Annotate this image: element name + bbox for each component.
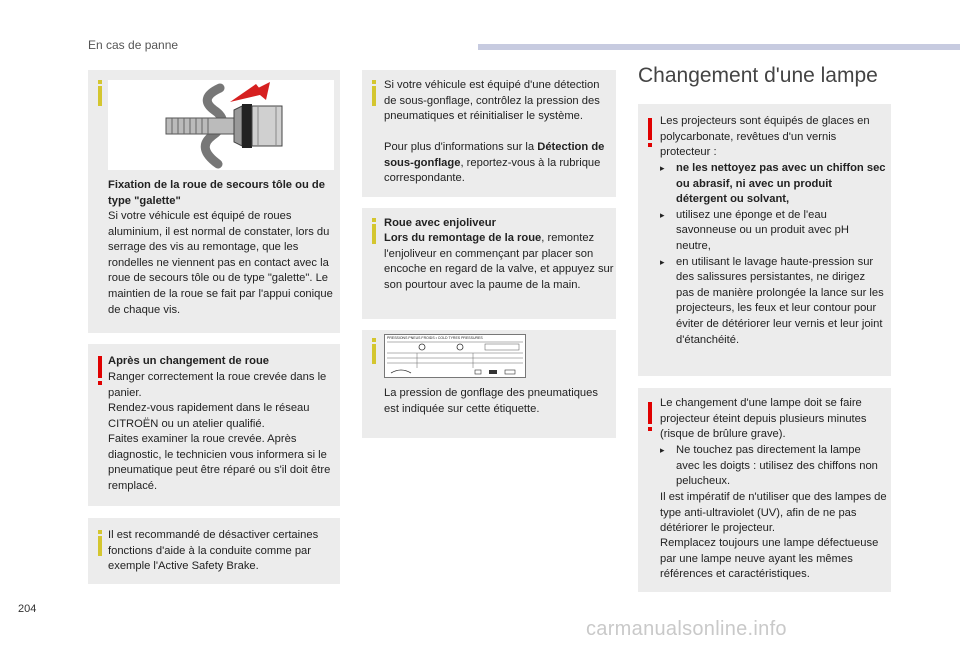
apres-line-2: Rendez-vous rapidement dans le réseau CITROËN ou un atelier qualifié. <box>108 402 310 430</box>
pressure-label-caption: La pression de gonflage des pneumatiques est indiquée sur cette étiquette. <box>384 387 598 415</box>
warning-marker-icon <box>648 118 652 140</box>
list-item <box>660 161 886 208</box>
section-heading: Changement d'une lampe <box>638 64 878 87</box>
recommande-box <box>88 518 340 584</box>
enjoliveur-body <box>384 231 614 293</box>
label-header-text: PRESSIONS PNEUS FROIDS • COLD TYRES PRESSURES <box>387 336 483 340</box>
enjoliveur-box <box>362 208 616 319</box>
fixation-box <box>88 70 340 333</box>
projecteurs-box <box>638 104 891 376</box>
detection-box <box>362 70 616 197</box>
arrow-icon: ▸ <box>660 445 665 455</box>
tyre-label-drawing <box>385 335 525 377</box>
arrow-icon: ▸ <box>660 163 665 173</box>
changement-intro: Le changement d'une lampe doit se faire projecteur éteint depuis plusieurs minutes (risque de brûlure grave). <box>660 397 867 441</box>
changement-after-1: Il est impératif de n'utiliser que des lampes de type anti-ultraviolet (UV), afin de ne pas détériorer le projecteur. <box>660 491 887 535</box>
tyre-pressure-label-image <box>384 334 526 378</box>
watermark: carmanualsonline.info <box>586 618 787 640</box>
fixation-title: Fixation de la roue de secours tôle ou de type "galette" <box>108 179 325 207</box>
arrow-icon: ▸ <box>660 256 665 267</box>
warning-marker-icon <box>98 356 102 378</box>
apres-title: Après un changement de roue <box>108 355 270 367</box>
changement-after-2: Remplacez toujours une lampe défectueuse par une lampe neuve ayant les mêmes références et caractéristiques. <box>660 537 879 581</box>
changement-item: Ne touchez pas directement la lampe avec les doigts : utilisez des chiffons non pelucheux. <box>676 444 878 488</box>
section-title: En cas de panne <box>88 38 179 52</box>
changement-list <box>660 443 886 490</box>
recommande-text: Il est recommandé de désactiver certaines fonctions d'aide à la conduite comme par exemple l'Active Safety Brake. <box>108 529 319 573</box>
apres-line-3: Faites examiner la roue crevée. Après diagnostic, le technicien vous informera si le pneumatique peut être réparé ou s'il doit être remplacé. <box>108 433 331 492</box>
info-marker-icon <box>372 344 376 364</box>
wheel-bolt-illustration <box>108 80 334 170</box>
projecteurs-item-1: ne les nettoyez pas avec un chiffon sec ou abrasif, ni avec un produit détergent ou solvant, <box>676 162 886 206</box>
info-marker-icon <box>98 536 102 556</box>
wheel-bolt-image <box>108 80 334 170</box>
detection-prefix: Pour plus d'informations sur la <box>384 141 538 153</box>
changement-box <box>638 388 891 592</box>
info-marker-icon <box>372 224 376 244</box>
detection-suffix: , reportez-vous à la rubrique correspondante. <box>384 156 601 185</box>
list-item <box>660 255 886 349</box>
warning-marker-icon <box>648 402 652 424</box>
info-marker-icon <box>372 86 376 106</box>
header-bar <box>478 44 960 50</box>
apres-line-1: Ranger correctement la roue crevée dans le panier. <box>108 371 327 399</box>
projecteurs-item-2: utilisez une éponge et de l'eau savonneuse ou un produit avec pH neutre, <box>676 208 849 252</box>
projecteurs-intro: Les projecteurs sont équipés de glaces en polycarbonate, revêtues d'un vernis protecteur : <box>660 115 870 159</box>
pressure-label-box <box>362 330 616 438</box>
detection-link: Détection de sous-gonflage <box>384 141 605 169</box>
list-item <box>660 208 886 255</box>
projecteurs-list <box>660 161 886 348</box>
enjoliveur-title: Roue avec enjoliveur <box>384 217 496 229</box>
list-item <box>660 443 886 490</box>
apres-box <box>88 344 340 506</box>
detection-text-2 <box>384 140 612 187</box>
page-number: 204 <box>18 603 37 615</box>
fixation-body: Si votre véhicule est équipé de roues aluminium, il est normal de constater, lors du serrage des vis au remontage, que les rondelles ne viennent pas en contact avec la roue de secours tôle ou de type "galette". Le maintien de la roue se fait par l'appui conique de chaque vis. <box>108 210 333 316</box>
detection-text-1: Si votre véhicule est équipé d'une détection de sous-gonflage, contrôlez la pression des pneumatiques et réinitialiser le système. <box>384 79 600 123</box>
projecteurs-item-3: en utilisant le lavage haute-pression sur des salissures persistantes, ne dirigez pas de manière prolongée la lance sur les projecteurs, les feux et leur contour pour éviter de détériorer leur vernis et leur joint d'étanchéité. <box>676 255 884 346</box>
enjoliveur-rest: , remontez l'enjoliveur en commençant par placer son encoche en regard de la valve, et appuyez sur son pourtour avec la paume de la main. <box>384 232 614 291</box>
enjoliveur-bold: Lors du remontage de la roue <box>384 232 542 244</box>
arrow-icon: ▸ <box>660 209 665 220</box>
info-marker-icon <box>98 86 102 106</box>
